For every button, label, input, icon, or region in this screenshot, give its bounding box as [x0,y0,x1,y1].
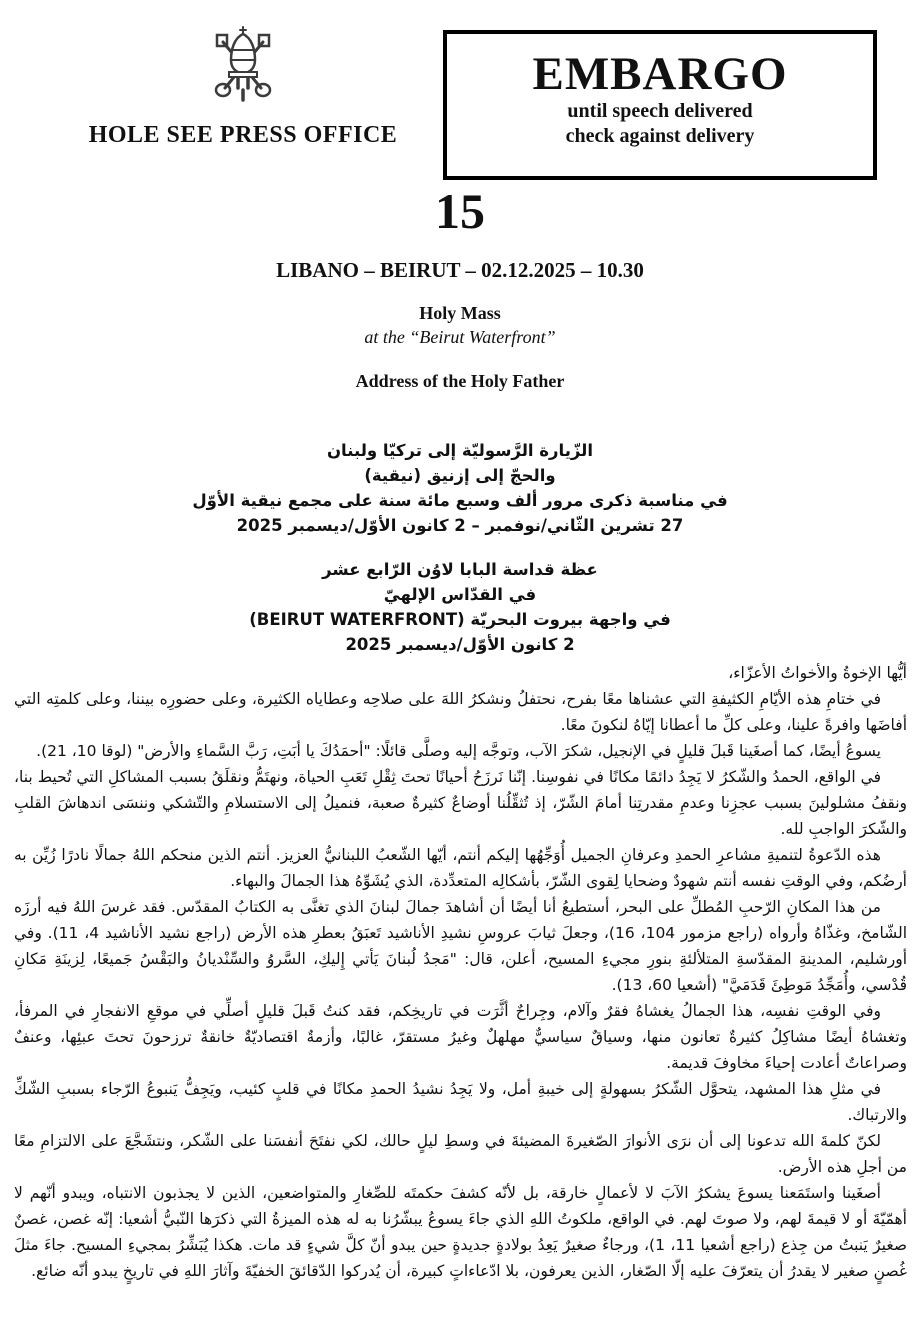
press-office-title: HOLE SEE PRESS OFFICE [88,122,398,148]
embargo-box [443,30,877,180]
vatican-emblem-icon [211,26,275,104]
dateline: LIBANO – BEIRUT – 02.12.2025 – 10.30 [276,258,644,282]
embargo-subtitle-2: check against delivery [565,125,755,148]
embargo-subtitle-1: until speech delivered [567,100,753,123]
body-paragraph: أصغَينا واستَمَعنا يسوعَ يشكرُ الآبَ لا لأعمالٍ خارقة، بل لأنّه كشفَ حكمتَه للصِّغارِ والمتواضعين، الذين لا يجذبون الانتباه، ويبدو أنّهم لا أهمّيّةَ أو لا قيمةَ لهم، ولا صوتَ لهم. في الواقع، ملكوتُ اللهِ الذي جاءَ يسوعُ يبشّرُنا به له هذه الميزةُ التي ذكرَها النّبيُّ أشعيا: إنّه غصن، غصنٌ صغيرٌ يَنبتُ من جِذع (راجع أشعيا 11، 1)، ورجاءٌ صغيرٌ يَعِدُ بولادةٍ جديدةٍ حين يبدو أنّ كلَّ شيءٍ قد مات. هكذا يُبَشِّرُ بمجيءِ المسيح. جاءَ مثلَ غُصنٍ صغير لا يقدرُ أن يتعرّفَ عليه إلّا الصّغار، الذين يعرفون، بلا ادّعاءاتٍ كبيرة، أن يُدركوا الدّقائقَ الخفيّةَ وآثارَ اللهِ في تاريخٍ يبدو أنّه ضائع. [14,1184,907,1280]
visit-title-line: الزّيارة الرَّسوليّة إلى تركيّا ولبنان [326,441,594,460]
homily-location-line: في واجهة بيروت البحريّة (BEIRUT WATERFRONT) [249,610,671,629]
embargo-title: EMBARGO [532,48,788,100]
arabic-visit-header [0,438,920,538]
address-label: Address of the Holy Father [355,371,565,391]
body-paragraph: في ختامِ هذه الأيّامِ الكثيفةِ التي عشناها معًا بفرح، نحتفلُ ونشكرُ اللهَ على صلاحِه وعطاياه الكثيرة، وعلى حضورِه بيننا، وعلى كلمتِه التي أفاضَها وافرةً علينا، وعلى كلِّ ما أعطانا إيّاهُ لنكونَ معًا. [14,690,907,734]
body-paragraph: هذه الدّعوةُ لتنميةِ مشاعرِ الحمدِ وعرفانِ الجميل أُوَجِّهُها إليكم أنتم، أيّها الشّعبُ اللبنانيُّ العزيز. أنتم الذين منحكم اللهُ جمالًا نادرًا زُيِّن به أرضُكم، وفي الوقتِ نفسه أنتم شهودٌ وضحايا لِقوى الشّرّ، بأشكالِه المتعدِّدة، الذي يُشَوِّهُ هذا الجمالَ والبهاء. [14,846,907,890]
homily-body [14,660,907,1284]
body-paragraph: لكنّ كلمةَ الله تدعونا إلى أن نرَى الأنوارَ الصّغيرةَ المضيئةَ في وسطِ ليلٍ حالك، لكي نفتَحَ أنفسَنا على الشّكر، ونتشَجَّعَ على الالتزامِ معًا من أجلِ هذه الأرض. [14,1132,907,1176]
body-paragraph: أيُّها الإخوةُ والأخواتُ الأعزّاء، [728,664,907,682]
body-paragraph: وفي الوقتِ نفسِه، هذا الجمالُ يغشاهُ فقرٌ وآلام، وجِراحٌ أثَّرَت في تاريخِكم، فقد كنتُ قَبلَ قليلٍ أصلِّي في موقعِ الانفجارِ في المرفأ، وتغشاهُ أيضًا مشاكِلُ كثيرةٌ تعانون منها، وسياقٌ سياسيٌّ مهلهلٌ وغيرُ مستقرّ، غالبًا، وأزمةٌ اقتصاديّةٌ خانقةٌ ترزحونَ تحتَ عبئِها، وعنفٌ وصراعاتٌ أعادت إحياءَ مخاوفَ قديمة. [14,1002,907,1072]
event-location: at the “Beirut Waterfront” [364,327,556,347]
body-paragraph: من هذا المكانِ الرّحبِ المُطلِّ على البحر، أستطيعُ أنا أيضًا أن أشاهدَ جمالَ لبنانَ الذي تغنَّى به الكتابُ المقدّس. فقد غرسَ اللهُ فيه أرزَه الشّامخ، وغذّاهُ وأرواه (راجع مزمور 104، 16)، وجعلَ ثيابَ عروسِ نشيدِ الأناشيد تَعبَقُ بعطرِ هذه الأرض (راجع نشيد الأناشيد 4، 11). وفي أورشليم، المدينةِ المقدّسةِ المتلألئةِ بنورِ مجيءِ المسيح، أعلن، قال: "مَجدُ لُبنانَ يَأتي إِليكِ، السَّروُ والسِّنْديانُ والبَقْسُ جَميعًا، لِزينَةِ مَكانِ قُدْسي، وأُمَجِّدُ مَوطِئَ قَدَمَيَّ" (أشعيا 60، 13). [14,898,908,994]
body-paragraph: في مثلِ هذا المشهد، يتحوَّل الشّكرُ بسهولةٍ إلى خيبةِ أمل، ولا يَجِدُ نشيدُ الحمدِ مكانًا في قلبٍ كئيب، ويَجِفُّ يَنبوعُ الرّجاء بسببِ الشّكِّ والارتباك. [14,1080,907,1124]
visit-anniversary-line: في مناسبة ذكرى مرور ألف وسبع مائة سنة على مجمع نيقية الأوّل [192,491,728,510]
visit-pilgrimage-line: والحجّ إلى إزنيق (نيقية) [364,466,556,485]
visit-dates-line: 27 تشرين الثّاني/نوفمبر – 2 كانون الأوّل/ديسمبر 2025 [236,516,684,535]
homily-mass-line: في القدّاس الإلهيّ [383,585,537,604]
homily-date-line: 2 كانون الأوّل/ديسمبر 2025 [345,635,575,654]
body-paragraph: في الواقع، الحمدُ والشّكرُ لا يَجِدُ دائمًا مكانًا في نفوسِنا. إنّنا نَرزَحُ أحيانًا تحتَ ثِقْلِ تَعَبِ الحياة، ونهتَمُّ ونقلَقُ بسبب المشاكلِ التي تُحيط بنا، ونقفُ مشلولينَ بسبب عجزِنا وعدمِ مقدرتِنا أمامَ الشّرّ، إذ تُثقِّلُنا أوضاعٌ كثيرةٌ صعبة، فنميلُ إلى الاستسلامِ والتّشكي وننسَى اندهاشَ القلبِ والشّكرَ الواجبِ لله. [14,768,907,838]
homily-title-line: عظة قداسة البابا لاوُن الرّابع عشر [322,560,598,579]
press-office-header [88,26,398,149]
bulletin-number: 15 [435,183,485,239]
event-title: Holy Mass [419,303,501,323]
body-paragraph: يسوعُ أيضًا، كما أصغَينا قَبلَ قليلٍ في الإنجيل، شكرَ الآب، وتوجَّه إليه وصلَّى قائلًا: "أحمَدُكَ يا أبَتِ، رَبَّ السَّماءِ والأرض" (لوقا 10، 21). [36,742,881,760]
arabic-homily-header [0,557,920,657]
